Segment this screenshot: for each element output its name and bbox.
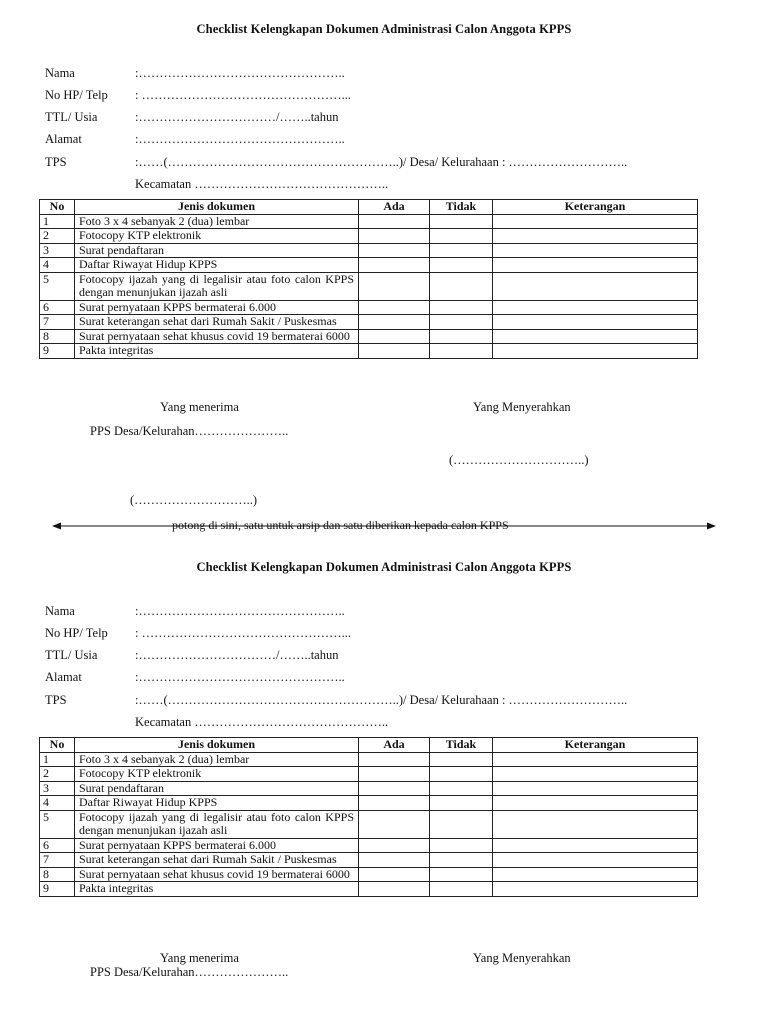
receiver-label: Yang menerima [160,400,239,414]
keterangan-cell[interactable] [493,229,698,244]
row-no: 8 [40,329,75,344]
tidak-cell[interactable] [430,300,493,315]
ada-cell[interactable] [359,853,430,868]
row-no: 4 [40,796,75,811]
tidak-cell[interactable] [430,229,493,244]
ada-cell[interactable] [359,243,430,258]
kecamatan-value: Kecamatan ……………………………………….. [135,715,389,729]
ada-cell[interactable] [359,867,430,882]
table-row [40,272,698,300]
tidak-cell[interactable] [430,344,493,359]
row-no: 7 [40,853,75,868]
row-doc: Fotocopy ijazah yang di legalisir atau foto calon KPPS dengan menunjukan ijazah asli [75,810,359,838]
row-doc: Surat pernyataan sehat khusus covid 19 bermaterai 6000 [75,329,359,344]
ada-cell[interactable] [359,796,430,811]
row-doc: Daftar Riwayat Hidup KPPS [75,796,359,811]
col-header-tidak: Tidak [430,200,493,215]
receiver-signature-line: (………………………..) [130,493,258,507]
table-row [40,214,698,229]
ada-cell[interactable] [359,810,430,838]
ada-cell[interactable] [359,781,430,796]
tidak-cell[interactable] [430,853,493,868]
tps-value: :……(………………………………………………..)/ Desa/ Kelurahaan : ……………………….. [135,693,628,707]
table-row [40,329,698,344]
row-no: 5 [40,272,75,300]
row-no: 2 [40,767,75,782]
pps-label: PPS Desa/Kelurahan………………….. [90,965,289,979]
row-no: 3 [40,781,75,796]
row-doc: Daftar Riwayat Hidup KPPS [75,258,359,273]
keterangan-cell[interactable] [493,867,698,882]
table-header-row [40,738,698,753]
nama-value: :………………………………………….. [135,604,345,618]
row-no: 1 [40,752,75,767]
tidak-cell[interactable] [430,796,493,811]
row-no: 9 [40,882,75,897]
form-title: Checklist Kelengkapan Dokumen Administrasi Calon Anggota KPPS [196,560,572,574]
alamat-label: Alamat [45,132,82,146]
keterangan-cell[interactable] [493,214,698,229]
keterangan-cell[interactable] [493,767,698,782]
alamat-label: Alamat [45,670,82,684]
tidak-cell[interactable] [430,214,493,229]
ada-cell[interactable] [359,258,430,273]
table-row [40,882,698,897]
col-header-no: No [40,738,75,753]
hp-label: No HP/ Telp [45,88,108,102]
ada-cell[interactable] [359,329,430,344]
giver-label: Yang Menyerahkan [473,400,571,414]
tidak-cell[interactable] [430,781,493,796]
row-no: 4 [40,258,75,273]
ada-cell[interactable] [359,315,430,330]
table-row [40,853,698,868]
hp-value: : …………………………………………... [135,626,351,640]
keterangan-cell[interactable] [493,315,698,330]
cut-line-text: potong di sini, satu untuk arsip dan satu diberikan kepada calon KPPS [172,518,509,532]
ada-cell[interactable] [359,767,430,782]
row-doc: Surat pernyataan KPPS bermaterai 6.000 [75,300,359,315]
row-doc: Foto 3 x 4 sebanyak 2 (dua) lembar [75,752,359,767]
table-row [40,344,698,359]
keterangan-cell[interactable] [493,344,698,359]
table-row [40,258,698,273]
row-no: 6 [40,300,75,315]
cut-line [52,518,716,534]
table-row [40,838,698,853]
document-checklist-table [39,199,698,359]
keterangan-cell[interactable] [493,329,698,344]
tidak-cell[interactable] [430,272,493,300]
ada-cell[interactable] [359,882,430,897]
col-header-ada: Ada [359,738,430,753]
table-row [40,315,698,330]
tidak-cell[interactable] [430,258,493,273]
ada-cell[interactable] [359,838,430,853]
hp-value: : …………………………………………... [135,88,351,102]
ada-cell[interactable] [359,344,430,359]
ada-cell[interactable] [359,214,430,229]
table-row [40,752,698,767]
ada-cell[interactable] [359,272,430,300]
table-row [40,796,698,811]
hp-label: No HP/ Telp [45,626,108,640]
tidak-cell[interactable] [430,810,493,838]
tidak-cell[interactable] [430,243,493,258]
tidak-cell[interactable] [430,329,493,344]
row-doc: Surat pernyataan sehat khusus covid 19 bermaterai 6000 [75,867,359,882]
keterangan-cell[interactable] [493,781,698,796]
giver-label: Yang Menyerahkan [473,951,571,965]
tidak-cell[interactable] [430,752,493,767]
document-checklist-table [39,737,698,897]
row-no: 8 [40,867,75,882]
keterangan-cell[interactable] [493,853,698,868]
ada-cell[interactable] [359,229,430,244]
kecamatan-value: Kecamatan ……………………………………….. [135,177,389,191]
row-no: 3 [40,243,75,258]
nama-label: Nama [45,66,75,80]
row-doc: Surat keterangan sehat dari Rumah Sakit / Puskesmas [75,853,359,868]
ttl-label: TTL/ Usia [45,110,98,124]
keterangan-cell[interactable] [493,272,698,300]
col-header-keterangan: Keterangan [493,738,698,753]
row-doc: Surat pernyataan KPPS bermaterai 6.000 [75,838,359,853]
row-no: 5 [40,810,75,838]
table-row [40,810,698,838]
keterangan-cell[interactable] [493,838,698,853]
receiver-label: Yang menerima [160,951,239,965]
alamat-value: :………………………………………….. [135,132,345,146]
ttl-value: :……………………………/……..tahun [135,110,339,124]
tidak-cell[interactable] [430,838,493,853]
table-row [40,767,698,782]
col-header-jenis-dokumen: Jenis dokumen [75,738,359,753]
row-doc: Foto 3 x 4 sebanyak 2 (dua) lembar [75,214,359,229]
table-row [40,867,698,882]
col-header-ada: Ada [359,200,430,215]
row-no: 6 [40,838,75,853]
tps-label: TPS [45,693,67,707]
row-doc: Fotocopy KTP elektronik [75,767,359,782]
row-doc: Fotocopy KTP elektronik [75,229,359,244]
keterangan-cell[interactable] [493,300,698,315]
tps-value: :……(………………………………………………..)/ Desa/ Kelurahaan : ……………………….. [135,155,628,169]
pps-label: PPS Desa/Kelurahan………………….. [90,424,289,438]
row-doc: Pakta integritas [75,344,359,359]
col-header-tidak: Tidak [430,738,493,753]
col-header-jenis-dokumen: Jenis dokumen [75,200,359,215]
keterangan-cell[interactable] [493,752,698,767]
row-doc: Surat keterangan sehat dari Rumah Sakit / Puskesmas [75,315,359,330]
ttl-label: TTL/ Usia [45,648,98,662]
row-doc: Pakta integritas [75,882,359,897]
ada-cell[interactable] [359,752,430,767]
keterangan-cell[interactable] [493,258,698,273]
keterangan-cell[interactable] [493,882,698,897]
ada-cell[interactable] [359,300,430,315]
table-row [40,243,698,258]
row-no: 1 [40,214,75,229]
tidak-cell[interactable] [430,867,493,882]
row-doc: Fotocopy ijazah yang di legalisir atau foto calon KPPS dengan menunjukan ijazah asli [75,272,359,300]
alamat-value: :………………………………………….. [135,670,345,684]
row-no: 7 [40,315,75,330]
table-row [40,781,698,796]
keterangan-cell[interactable] [493,243,698,258]
col-header-keterangan: Keterangan [493,200,698,215]
nama-value: :………………………………………….. [135,66,345,80]
row-no: 9 [40,344,75,359]
tidak-cell[interactable] [430,315,493,330]
table-row [40,300,698,315]
table-header-row [40,200,698,215]
row-no: 2 [40,229,75,244]
keterangan-cell[interactable] [493,810,698,838]
tidak-cell[interactable] [430,882,493,897]
form-title: Checklist Kelengkapan Dokumen Administrasi Calon Anggota KPPS [196,22,572,36]
tidak-cell[interactable] [430,767,493,782]
keterangan-cell[interactable] [493,796,698,811]
table-row [40,229,698,244]
row-doc: Surat pendaftaran [75,781,359,796]
giver-signature-line: (…………………………..) [449,453,589,467]
tps-label: TPS [45,155,67,169]
nama-label: Nama [45,604,75,618]
col-header-no: No [40,200,75,215]
ttl-value: :……………………………/……..tahun [135,648,339,662]
row-doc: Surat pendaftaran [75,243,359,258]
